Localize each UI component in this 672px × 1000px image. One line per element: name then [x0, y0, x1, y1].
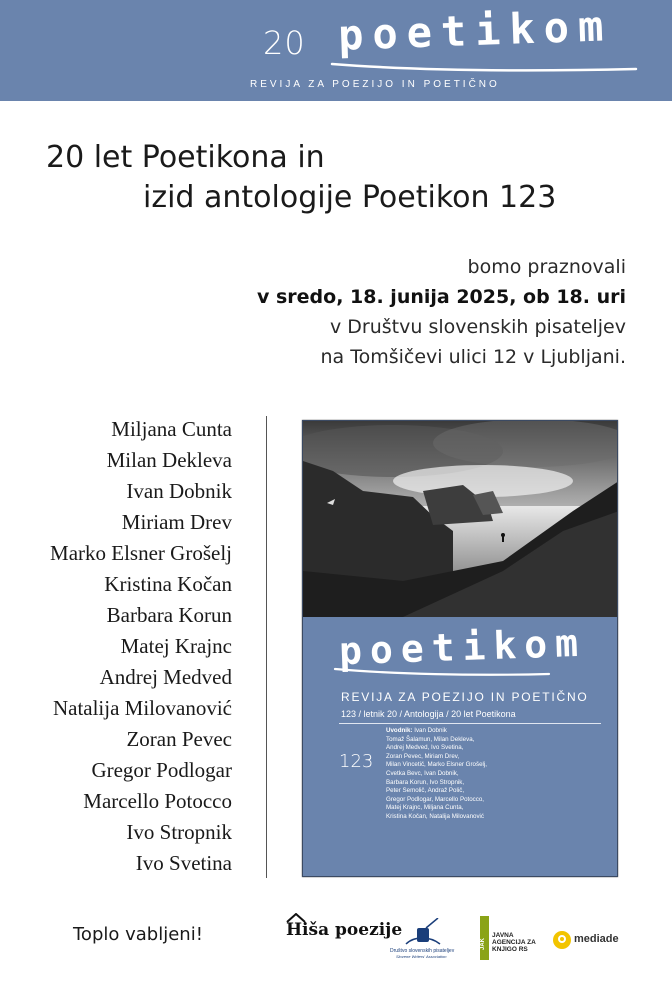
cover-poetikon-logo: poetikom	[338, 620, 587, 674]
event-date-time: v sredo, 18. junija 2025, ob 18. uri	[256, 286, 626, 308]
author-name: Natalija Milovanović	[52, 696, 232, 720]
author-name: Miljana Cunta	[111, 417, 232, 441]
hisa-poezije-logo	[286, 920, 402, 940]
banner-anniversary-number: 20	[263, 24, 306, 62]
inkwell-icon	[390, 918, 456, 948]
vertical-divider	[266, 416, 267, 878]
authors-list	[50, 414, 232, 879]
author-name: Ivo Svetina	[135, 851, 232, 875]
jak-line: JAVNA	[492, 932, 514, 939]
cover-issue-number: 123	[339, 751, 374, 772]
contents-line: Zoran Pevec, Miriam Drev,	[386, 752, 460, 760]
contents-line: Tomaž Šalamun, Milan Dekleva,	[386, 735, 475, 743]
contents-line: Kristina Kočan, Natalija Milovanović	[386, 812, 485, 820]
contents-heading: Uvodnik:	[386, 727, 413, 734]
author-name: Milan Dekleva	[106, 448, 232, 472]
cover-issue-line: 123 / letnik 20 / Antologija / 20 let Poetikona	[341, 709, 516, 719]
author-name: Kristina Kočan	[104, 572, 232, 596]
cover-subtitle: REVIJA ZA POEZIJO IN POETIČNO	[341, 690, 589, 704]
event-line-1: bomo praznovali	[467, 256, 626, 278]
page-title-line-2: izid antologije Poetikon 123	[143, 180, 557, 215]
header-banner	[0, 0, 672, 101]
mediade-label: mediade	[574, 933, 619, 945]
jak-line: KNJIGO RS	[492, 946, 528, 953]
author-name: Gregor Podlogar	[91, 758, 232, 782]
cover-landscape-photo	[303, 421, 618, 617]
contents-line: Ivan Dobnik	[414, 727, 447, 734]
contents-line: Matej Krajnc, Miljana Cunta,	[386, 804, 464, 812]
contents-line: Cvetka Bevc, Ivan Dobnik,	[386, 769, 459, 777]
mediade-circle-icon	[553, 931, 571, 949]
jak-logo	[480, 916, 540, 960]
page-title-line-1: 20 let Poetikona in	[46, 140, 325, 175]
contents-line: Barbara Korun, Ivo Stropnik,	[386, 778, 465, 786]
author-name: Ivan Dobnik	[126, 479, 232, 503]
drustvo-pisateljev-logo	[390, 918, 456, 958]
mediade-logo	[553, 930, 623, 954]
author-name: Marcello Potocco	[83, 789, 232, 813]
contents-line: Peter Semolič, Andraž Polič,	[386, 787, 465, 795]
hisa-poezije-label: Hiša poezije	[286, 920, 403, 940]
jak-line: AGENCIJA ZA	[492, 939, 536, 946]
contents-line: Gregor Podlogar, Marcello Potocco,	[386, 795, 485, 803]
book-cover	[302, 420, 618, 877]
author-name: Matej Krajnc	[120, 634, 232, 658]
banner-subtitle: REVIJA ZA POEZIJO IN POETIČNO	[250, 79, 500, 90]
event-address: na Tomšičevi ulici 12 v Ljubljani.	[320, 346, 626, 368]
author-name: Andrej Medved	[99, 665, 232, 689]
poetikon-logo: poetikom	[337, 1, 614, 60]
cover-contents	[386, 727, 487, 822]
contents-line: Milan Vincetič, Marko Elsner Grošelj,	[386, 761, 487, 769]
dsp-line-1: Društvo slovenskih pisateljev	[390, 948, 455, 954]
event-venue: v Društvu slovenskih pisateljev	[330, 316, 626, 338]
author-name: Barbara Korun	[106, 603, 232, 627]
jak-bar-label: JAK	[480, 938, 486, 951]
dsp-line-2: Slovene Writers' Association	[396, 954, 447, 959]
author-name: Marko Elsner Grošelj	[50, 541, 232, 565]
welcome-text: Toplo vabljeni!	[73, 924, 203, 945]
author-name: Miriam Drev	[121, 510, 232, 534]
cover-rule	[339, 723, 601, 724]
jak-bar	[480, 916, 489, 960]
author-name: Ivo Stropnik	[126, 820, 232, 844]
jak-text	[492, 932, 536, 953]
author-name: Zoran Pevec	[126, 727, 232, 751]
house-icon	[286, 913, 306, 923]
cover-logo-stroke	[333, 666, 553, 678]
logo-underline-stroke	[330, 60, 640, 74]
contents-line: Andrej Medved, Ivo Svetina,	[386, 744, 464, 752]
